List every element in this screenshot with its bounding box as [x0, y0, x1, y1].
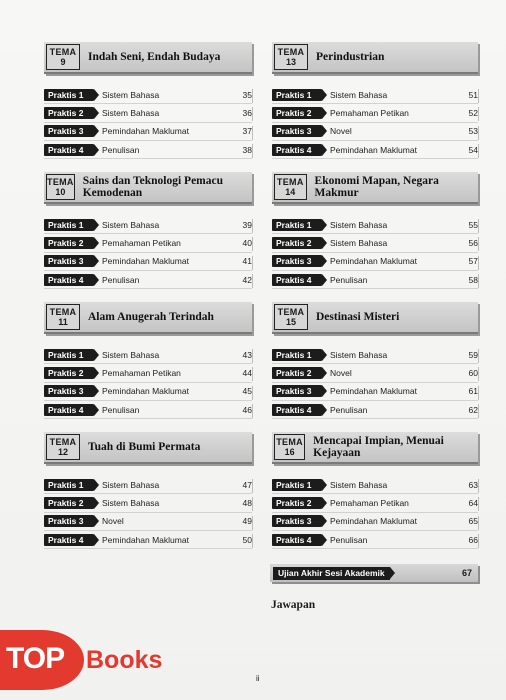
list-item: [272, 86, 478, 104]
page-ref: 67: [461, 568, 472, 578]
praktis-tag: Praktis 1: [44, 479, 94, 491]
jawapan-heading: Jawapan: [271, 599, 316, 611]
page-ref: 40: [242, 237, 252, 248]
praktis-label: Sistem Bahasa: [102, 349, 160, 360]
tema-title: Sains dan Teknologi Pemacu Kemodenan: [82, 175, 224, 199]
praktis-tag: Praktis 2: [44, 107, 94, 119]
tema-title: Alam Anugerah Terindah: [88, 311, 214, 323]
praktis-label: Sistem Bahasa: [330, 219, 388, 230]
list-item: [44, 401, 252, 419]
tema-section: [44, 302, 252, 419]
tema-badge-word: TEMA: [49, 437, 77, 447]
praktis-list: [272, 86, 478, 159]
tema-badge: [274, 174, 307, 200]
page-ref: 55: [468, 219, 478, 230]
praktis-label: Sistem Bahasa: [102, 107, 160, 118]
tema-badge-word: TEMA: [49, 307, 77, 317]
list-item: [44, 141, 252, 159]
logo-books-text: Books: [86, 646, 163, 674]
page-ref: 60: [468, 367, 478, 378]
praktis-tag: Praktis 1: [44, 349, 94, 361]
praktis-list: [44, 216, 252, 289]
praktis-tag: Praktis 2: [272, 367, 322, 379]
praktis-tag: Praktis 4: [272, 274, 322, 286]
praktis-tag: Praktis 3: [44, 125, 94, 137]
tema-title: Ekonomi Mapan, Negara Makmur: [314, 175, 439, 199]
page-ref: 59: [468, 349, 478, 360]
praktis-label: Pemahaman Petikan: [330, 107, 409, 118]
list-item: [272, 383, 478, 401]
page-ref: 58: [468, 274, 478, 285]
tema-header: [272, 172, 478, 204]
page-ref: 62: [468, 404, 478, 415]
page-ref: 43: [242, 349, 252, 360]
praktis-label: Sistem Bahasa: [102, 479, 160, 490]
page-ref: 44: [242, 367, 252, 378]
praktis-label: Sistem Bahasa: [330, 237, 388, 248]
praktis-tag: Praktis 4: [44, 404, 94, 416]
list-item: [272, 253, 478, 271]
ujian-header: [270, 564, 478, 582]
tema-section: [272, 302, 478, 419]
page-ref: 49: [242, 516, 252, 527]
page-ref: 46: [242, 404, 252, 415]
page-ref: 39: [242, 219, 252, 230]
list-item: [44, 513, 252, 531]
tema-header: [44, 42, 252, 74]
list-item: [44, 271, 252, 289]
page-ref: 42: [242, 274, 252, 285]
list-item: [44, 364, 252, 382]
list-item: [272, 123, 478, 141]
list-item: [44, 531, 252, 549]
praktis-list: [272, 216, 478, 289]
praktis-label: Novel: [102, 516, 124, 527]
praktis-label: Pemindahan Maklumat: [330, 516, 417, 527]
praktis-tag: Praktis 3: [44, 515, 94, 527]
praktis-label: Pemindahan Maklumat: [102, 256, 189, 267]
tema-badge-word: TEMA: [49, 47, 77, 57]
tema-section: [272, 42, 478, 159]
list-item: [272, 216, 478, 234]
tema-badge: [274, 44, 308, 70]
page-ref: 66: [468, 534, 478, 545]
praktis-label: Pemindahan Maklumat: [102, 386, 189, 397]
praktis-tag: Praktis 1: [44, 89, 94, 101]
tema-section: [44, 42, 252, 159]
tema-number: 10: [55, 187, 66, 197]
praktis-tag: Praktis 1: [272, 479, 322, 491]
tema-number: 11: [58, 317, 68, 327]
page-ref: 38: [242, 144, 252, 155]
page-ref: 61: [468, 386, 478, 397]
praktis-list: [272, 476, 478, 549]
praktis-label: Pemahaman Petikan: [102, 367, 181, 378]
praktis-label: Sistem Bahasa: [330, 349, 388, 360]
praktis-label: Sistem Bahasa: [330, 479, 388, 490]
page-ref: 51: [468, 89, 478, 100]
tema-title: Perindustrian: [316, 51, 385, 63]
praktis-label: Pemahaman Petikan: [330, 497, 409, 508]
right-column: [272, 42, 478, 562]
tema-badge-word: TEMA: [276, 437, 303, 447]
page-ref: 64: [468, 497, 478, 508]
list-item: [272, 494, 478, 512]
praktis-tag: Praktis 2: [272, 107, 322, 119]
praktis-label: Pemindahan Maklumat: [330, 256, 417, 267]
page-ref: 47: [242, 479, 252, 490]
praktis-tag: Praktis 2: [272, 237, 322, 249]
praktis-tag: Praktis 3: [272, 255, 322, 267]
praktis-list: [272, 346, 478, 419]
list-item: [44, 123, 252, 141]
page-number: ii: [256, 674, 260, 683]
topbooks-logo: [0, 630, 190, 690]
praktis-tag: Praktis 4: [44, 534, 94, 546]
tema-badge-word: TEMA: [277, 47, 305, 57]
praktis-tag: Praktis 3: [272, 125, 322, 137]
list-item: [44, 216, 252, 234]
praktis-label: Penulisan: [330, 274, 368, 285]
list-item: [44, 383, 252, 401]
praktis-tag: Praktis 2: [44, 497, 94, 509]
tema-badge: [274, 304, 308, 330]
tema-section: [44, 432, 252, 549]
praktis-label: Sistem Bahasa: [102, 89, 160, 100]
praktis-label: Pemindahan Maklumat: [102, 534, 189, 545]
list-item: [272, 476, 478, 494]
praktis-tag: Praktis 4: [44, 144, 94, 156]
ujian-akhir-entry: [270, 563, 478, 583]
praktis-tag: Praktis 2: [44, 367, 94, 379]
tema-badge-word: TEMA: [276, 177, 304, 187]
praktis-list: [44, 476, 252, 549]
praktis-label: Pemindahan Maklumat: [330, 386, 417, 397]
praktis-label: Sistem Bahasa: [330, 89, 388, 100]
praktis-label: Novel: [330, 126, 352, 137]
tema-header: [44, 172, 252, 204]
tema-badge: [46, 434, 80, 460]
list-item: [272, 271, 478, 289]
list-item: [272, 234, 478, 252]
praktis-tag: Praktis 1: [272, 349, 322, 361]
tema-badge: [46, 44, 80, 70]
page-ref: 57: [468, 256, 478, 267]
page-ref: 35: [242, 89, 252, 100]
page-ref: 37: [242, 126, 252, 137]
praktis-label: Penulisan: [102, 274, 140, 285]
list-item: [44, 494, 252, 512]
tema-header: [272, 432, 478, 464]
praktis-tag: Praktis 3: [44, 255, 94, 267]
praktis-tag: Praktis 3: [272, 515, 322, 527]
tema-header: [44, 432, 252, 464]
tema-number: 12: [57, 447, 68, 457]
praktis-label: Pemahaman Petikan: [102, 237, 181, 248]
tema-number: 16: [284, 447, 295, 457]
praktis-label: Penulisan: [102, 144, 140, 155]
praktis-tag: Praktis 1: [272, 219, 322, 231]
praktis-label: Sistem Bahasa: [102, 219, 160, 230]
page-ref: 52: [468, 107, 478, 118]
praktis-label: Penulisan: [330, 534, 368, 545]
praktis-label: Pemindahan Maklumat: [102, 126, 189, 137]
praktis-tag: Praktis 4: [272, 144, 322, 156]
tema-badge: [46, 304, 80, 330]
tema-badge-word: TEMA: [47, 177, 74, 187]
tema-badge: [274, 434, 305, 460]
page-ref: 65: [468, 516, 478, 527]
page-ref: 45: [242, 386, 252, 397]
praktis-tag: Praktis 1: [44, 219, 94, 231]
tema-header: [272, 302, 478, 334]
list-item: [272, 401, 478, 419]
left-column: [44, 42, 252, 562]
list-item: [44, 476, 252, 494]
tema-number: 15: [285, 317, 296, 327]
list-item: [44, 253, 252, 271]
page-ref: 56: [468, 237, 478, 248]
list-item: [272, 513, 478, 531]
list-item: [44, 346, 252, 364]
praktis-list: [44, 86, 252, 159]
praktis-tag: Praktis 4: [272, 404, 322, 416]
tema-header: [44, 302, 252, 334]
tema-number: 13: [285, 57, 296, 67]
tema-section: [272, 432, 478, 549]
page-ref: 63: [468, 479, 478, 490]
list-item: [272, 346, 478, 364]
tema-title: Mencapai Impian, Menuai Kejayaan: [313, 435, 444, 459]
praktis-tag: Praktis 4: [272, 534, 322, 546]
tema-section: [44, 172, 252, 289]
praktis-tag: Praktis 1: [272, 89, 322, 101]
list-item: [272, 531, 478, 549]
tema-title: Destinasi Misteri: [316, 311, 400, 323]
list-item: [272, 364, 478, 382]
ujian-label: Ujian Akhir Sesi Akademik: [273, 567, 390, 580]
list-item: [272, 104, 478, 122]
tema-badge: [46, 174, 75, 200]
page-ref: 36: [242, 107, 252, 118]
praktis-label: Penulisan: [330, 404, 368, 415]
tema-title: Tuah di Bumi Permata: [88, 441, 201, 453]
page-ref: 53: [468, 126, 478, 137]
praktis-label: Pemindahan Maklumat: [330, 144, 417, 155]
praktis-tag: Praktis 2: [272, 497, 322, 509]
tema-badge-word: TEMA: [277, 307, 305, 317]
praktis-label: Novel: [330, 367, 352, 378]
tema-title: Indah Seni, Endah Budaya: [88, 51, 221, 63]
list-item: [44, 86, 252, 104]
list-item: [44, 104, 252, 122]
praktis-tag: Praktis 4: [44, 274, 94, 286]
tema-header: [272, 42, 478, 74]
page-ref: 50: [242, 534, 252, 545]
page-ref: 48: [242, 497, 252, 508]
praktis-tag: Praktis 3: [44, 385, 94, 397]
tema-number: 9: [60, 57, 66, 67]
list-item: [44, 234, 252, 252]
page-ref: 41: [242, 256, 252, 267]
praktis-label: Penulisan: [102, 404, 140, 415]
praktis-list: [44, 346, 252, 419]
praktis-tag: Praktis 2: [44, 237, 94, 249]
praktis-tag: Praktis 3: [272, 385, 322, 397]
tema-number: 14: [285, 187, 296, 197]
page-ref: 54: [468, 144, 478, 155]
tema-section: [272, 172, 478, 289]
list-item: [272, 141, 478, 159]
logo-top-text: TOP: [6, 642, 65, 675]
praktis-label: Sistem Bahasa: [102, 497, 160, 508]
